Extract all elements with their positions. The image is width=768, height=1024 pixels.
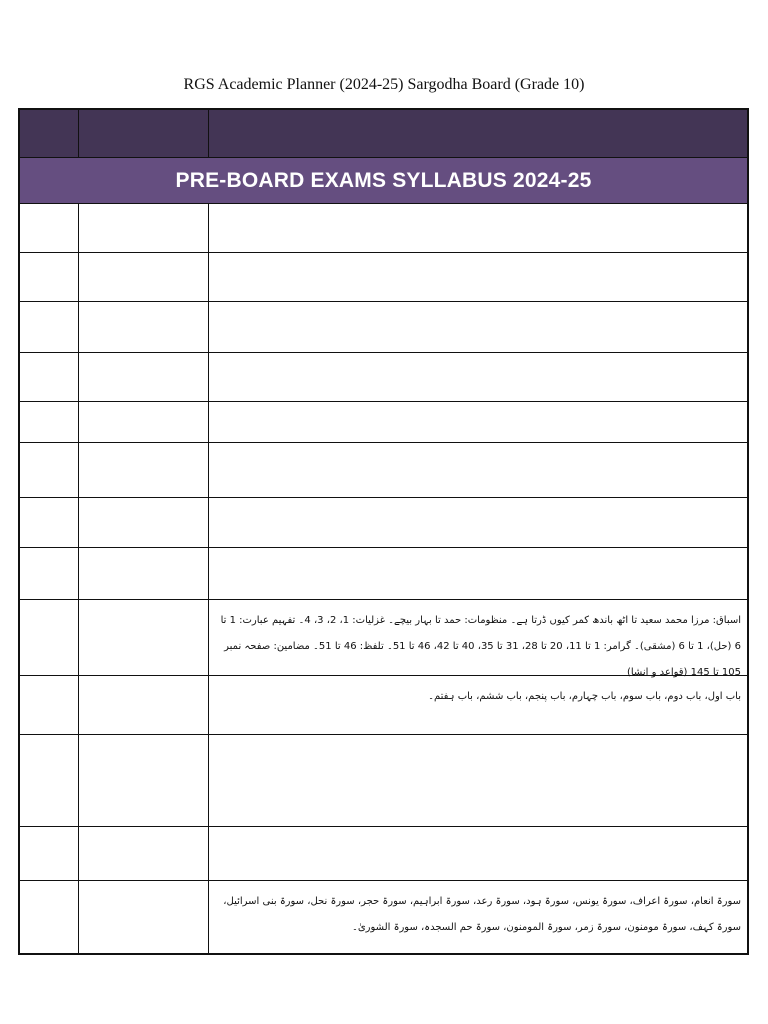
row-syllabus-cell: باب اول، باب دوم، باب سوم، باب چہارم، باب پنجم، باب ششم، باب ہفتم۔	[428, 691, 741, 702]
table-row	[20, 827, 747, 881]
table-row	[20, 498, 747, 548]
row-number-cell	[20, 402, 79, 442]
row-number-cell	[20, 600, 79, 675]
row-number-cell	[20, 302, 79, 352]
table-header-row	[20, 110, 747, 158]
row-subject-cell	[79, 443, 209, 497]
row-subject-cell	[79, 735, 209, 826]
row-number-cell	[20, 735, 79, 826]
row-subject-cell	[79, 548, 209, 599]
row-syllabus-cell	[209, 498, 747, 547]
row-syllabus-cell	[209, 204, 747, 252]
row-number-cell	[20, 253, 79, 301]
syllabus-table	[18, 108, 749, 955]
row-number-cell	[20, 498, 79, 547]
row-subject-cell	[79, 353, 209, 401]
table-row	[20, 676, 747, 735]
header-cell-subject	[79, 110, 209, 157]
row-number-cell	[20, 881, 79, 953]
row-number-cell	[20, 353, 79, 401]
header-cell-number	[20, 110, 79, 157]
row-number-cell	[20, 548, 79, 599]
row-number-cell	[20, 676, 79, 734]
row-syllabus-cell	[209, 302, 747, 352]
row-subject-cell	[79, 881, 209, 953]
row-syllabus-cell	[209, 443, 747, 497]
table-row	[20, 881, 747, 953]
header-cell-syllabus	[209, 110, 747, 157]
table-row	[20, 353, 747, 402]
row-syllabus-cell: اسباق: مرزا محمد سعید تا اٹھ باندھ کمر کیوں ڈرتا ہے۔ منظومات: حمد تا بہار بیچے۔ غزلیات: 1، 2، 3، 4۔ تفہیم عبارت: 1 تا 6 (حل)، 1 تا 6 (مشقی)۔ گرامر: 1 تا 11، 20 تا 28، 31 تا 35، 40 تا 42، 46 تا 51۔ تلفظ: 46 تا 51۔ مضامین: صفحہ نمبر 105 تا 145 (قواعد و انشا)	[220, 615, 741, 678]
row-subject-cell	[79, 676, 209, 734]
table-row	[20, 302, 747, 353]
row-subject-cell	[79, 253, 209, 301]
row-syllabus-cell	[209, 827, 747, 880]
row-syllabus-cell	[209, 735, 747, 826]
row-subject-cell	[79, 402, 209, 442]
table-row	[20, 443, 747, 498]
row-subject-cell	[79, 302, 209, 352]
row-syllabus-cell: سورۃ انعام، سورۃ اعراف، سورۃ یونس، سورۃ ہود، سورۃ رعد، سورۃ ابراہیم، سورۃ حجر، سورۃ نحل، سورۃ بنی اسرائیل، سورۃ کہف، سورۃ مومنون، سورۃ زمر، سورۃ المومنون، سورۃ حم السجدہ، سورۃ الشوریٰ۔	[223, 896, 741, 933]
row-number-cell	[20, 204, 79, 252]
row-subject-cell	[79, 204, 209, 252]
table-row	[20, 735, 747, 827]
row-subject-cell	[79, 827, 209, 880]
row-number-cell	[20, 443, 79, 497]
table-row	[20, 204, 747, 253]
row-syllabus-cell	[209, 402, 747, 442]
table-row	[20, 253, 747, 302]
row-syllabus-cell	[209, 548, 747, 599]
page-title: RGS Academic Planner (2024-25) Sargodha Board (Grade 10)	[183, 76, 585, 93]
section-heading: PRE-BOARD EXAMS SYLLABUS 2024-25	[20, 158, 747, 204]
table-row	[20, 600, 747, 676]
row-subject-cell	[79, 600, 209, 675]
table-row	[20, 548, 747, 600]
row-number-cell	[20, 827, 79, 880]
row-subject-cell	[79, 498, 209, 547]
row-syllabus-cell	[209, 253, 747, 301]
table-row	[20, 402, 747, 443]
row-syllabus-cell	[209, 353, 747, 401]
